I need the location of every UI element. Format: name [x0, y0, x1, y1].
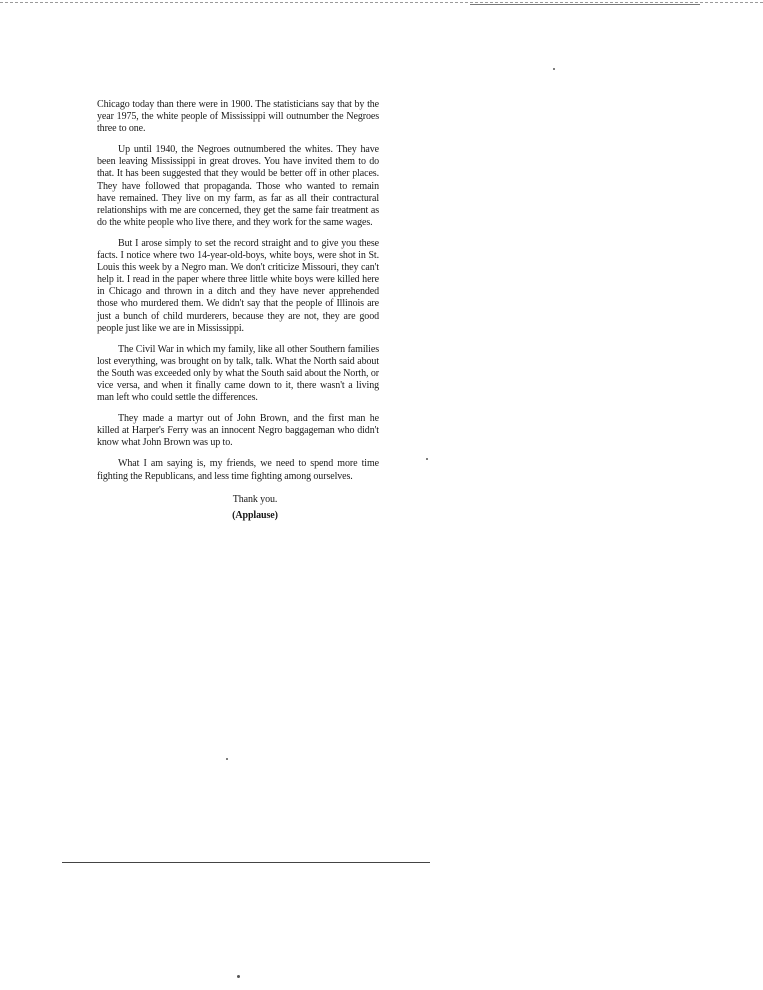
top-dashed-rule: [0, 2, 763, 3]
paragraph: What I am saying is, my friends, we need to spend more time fighting the Republicans, and less time fighting among ourselves.: [97, 458, 379, 482]
top-solid-rule: [470, 4, 700, 5]
speech-transcript: [97, 99, 379, 524]
scan-speck: [426, 458, 428, 460]
paragraph: Up until 1940, the Negroes outnumbered the whites. They have been leaving Mississippi in great droves. You have invited them to do that. It has been suggested that they would be better off in other places. They have followed that propaganda. Those who wanted to remain have remained. They live on my farm, as far as all their contractural relationships with me are concerned, they get the same fair treatment as do the white people who live there, and they work for the same wages.: [97, 144, 379, 228]
paragraph: They made a martyr out of John Brown, and the first man he killed at Harper's Ferry was an innocent Negro baggageman who didn't know what John Brown was up to.: [97, 413, 379, 449]
closing-thanks: Thank you.: [232, 493, 278, 505]
paragraph: The Civil War in which my family, like all other Southern families lost everything, was brought on by talk, talk. What the North said about the South was exceeded only by what the South said about the North, or vice versa, and when it finally came down to it, there wasn't a living man left who could settle the differences.: [97, 343, 379, 404]
scan-speck: [226, 758, 228, 760]
scan-speck: [237, 975, 240, 978]
closing-block: [97, 492, 379, 524]
paragraph: But I arose simply to set the record straight and to give you these facts. I notice where two 14-year-old-boys, white boys, were shot in St. Louis this week by a Negro man. We don't criticize Missouri, they can't help it. I read in the paper where three little white boys were killed here in Chicago and thrown in a ditch and they have never apprehended those who murdered them. We didn't say that the people of Illinois are just a bunch of child murderers, because they are not, they are good people just like we are in Mississippi.: [97, 237, 379, 334]
closing-applause: (Applause): [232, 509, 278, 521]
paragraph: Chicago today than there were in 1900. The statisticians say that by the year 1975, the white people of Mississippi will outnumber the Negroes three to one.: [97, 99, 379, 135]
bottom-rule: [62, 862, 430, 863]
scan-speck: [553, 68, 555, 70]
